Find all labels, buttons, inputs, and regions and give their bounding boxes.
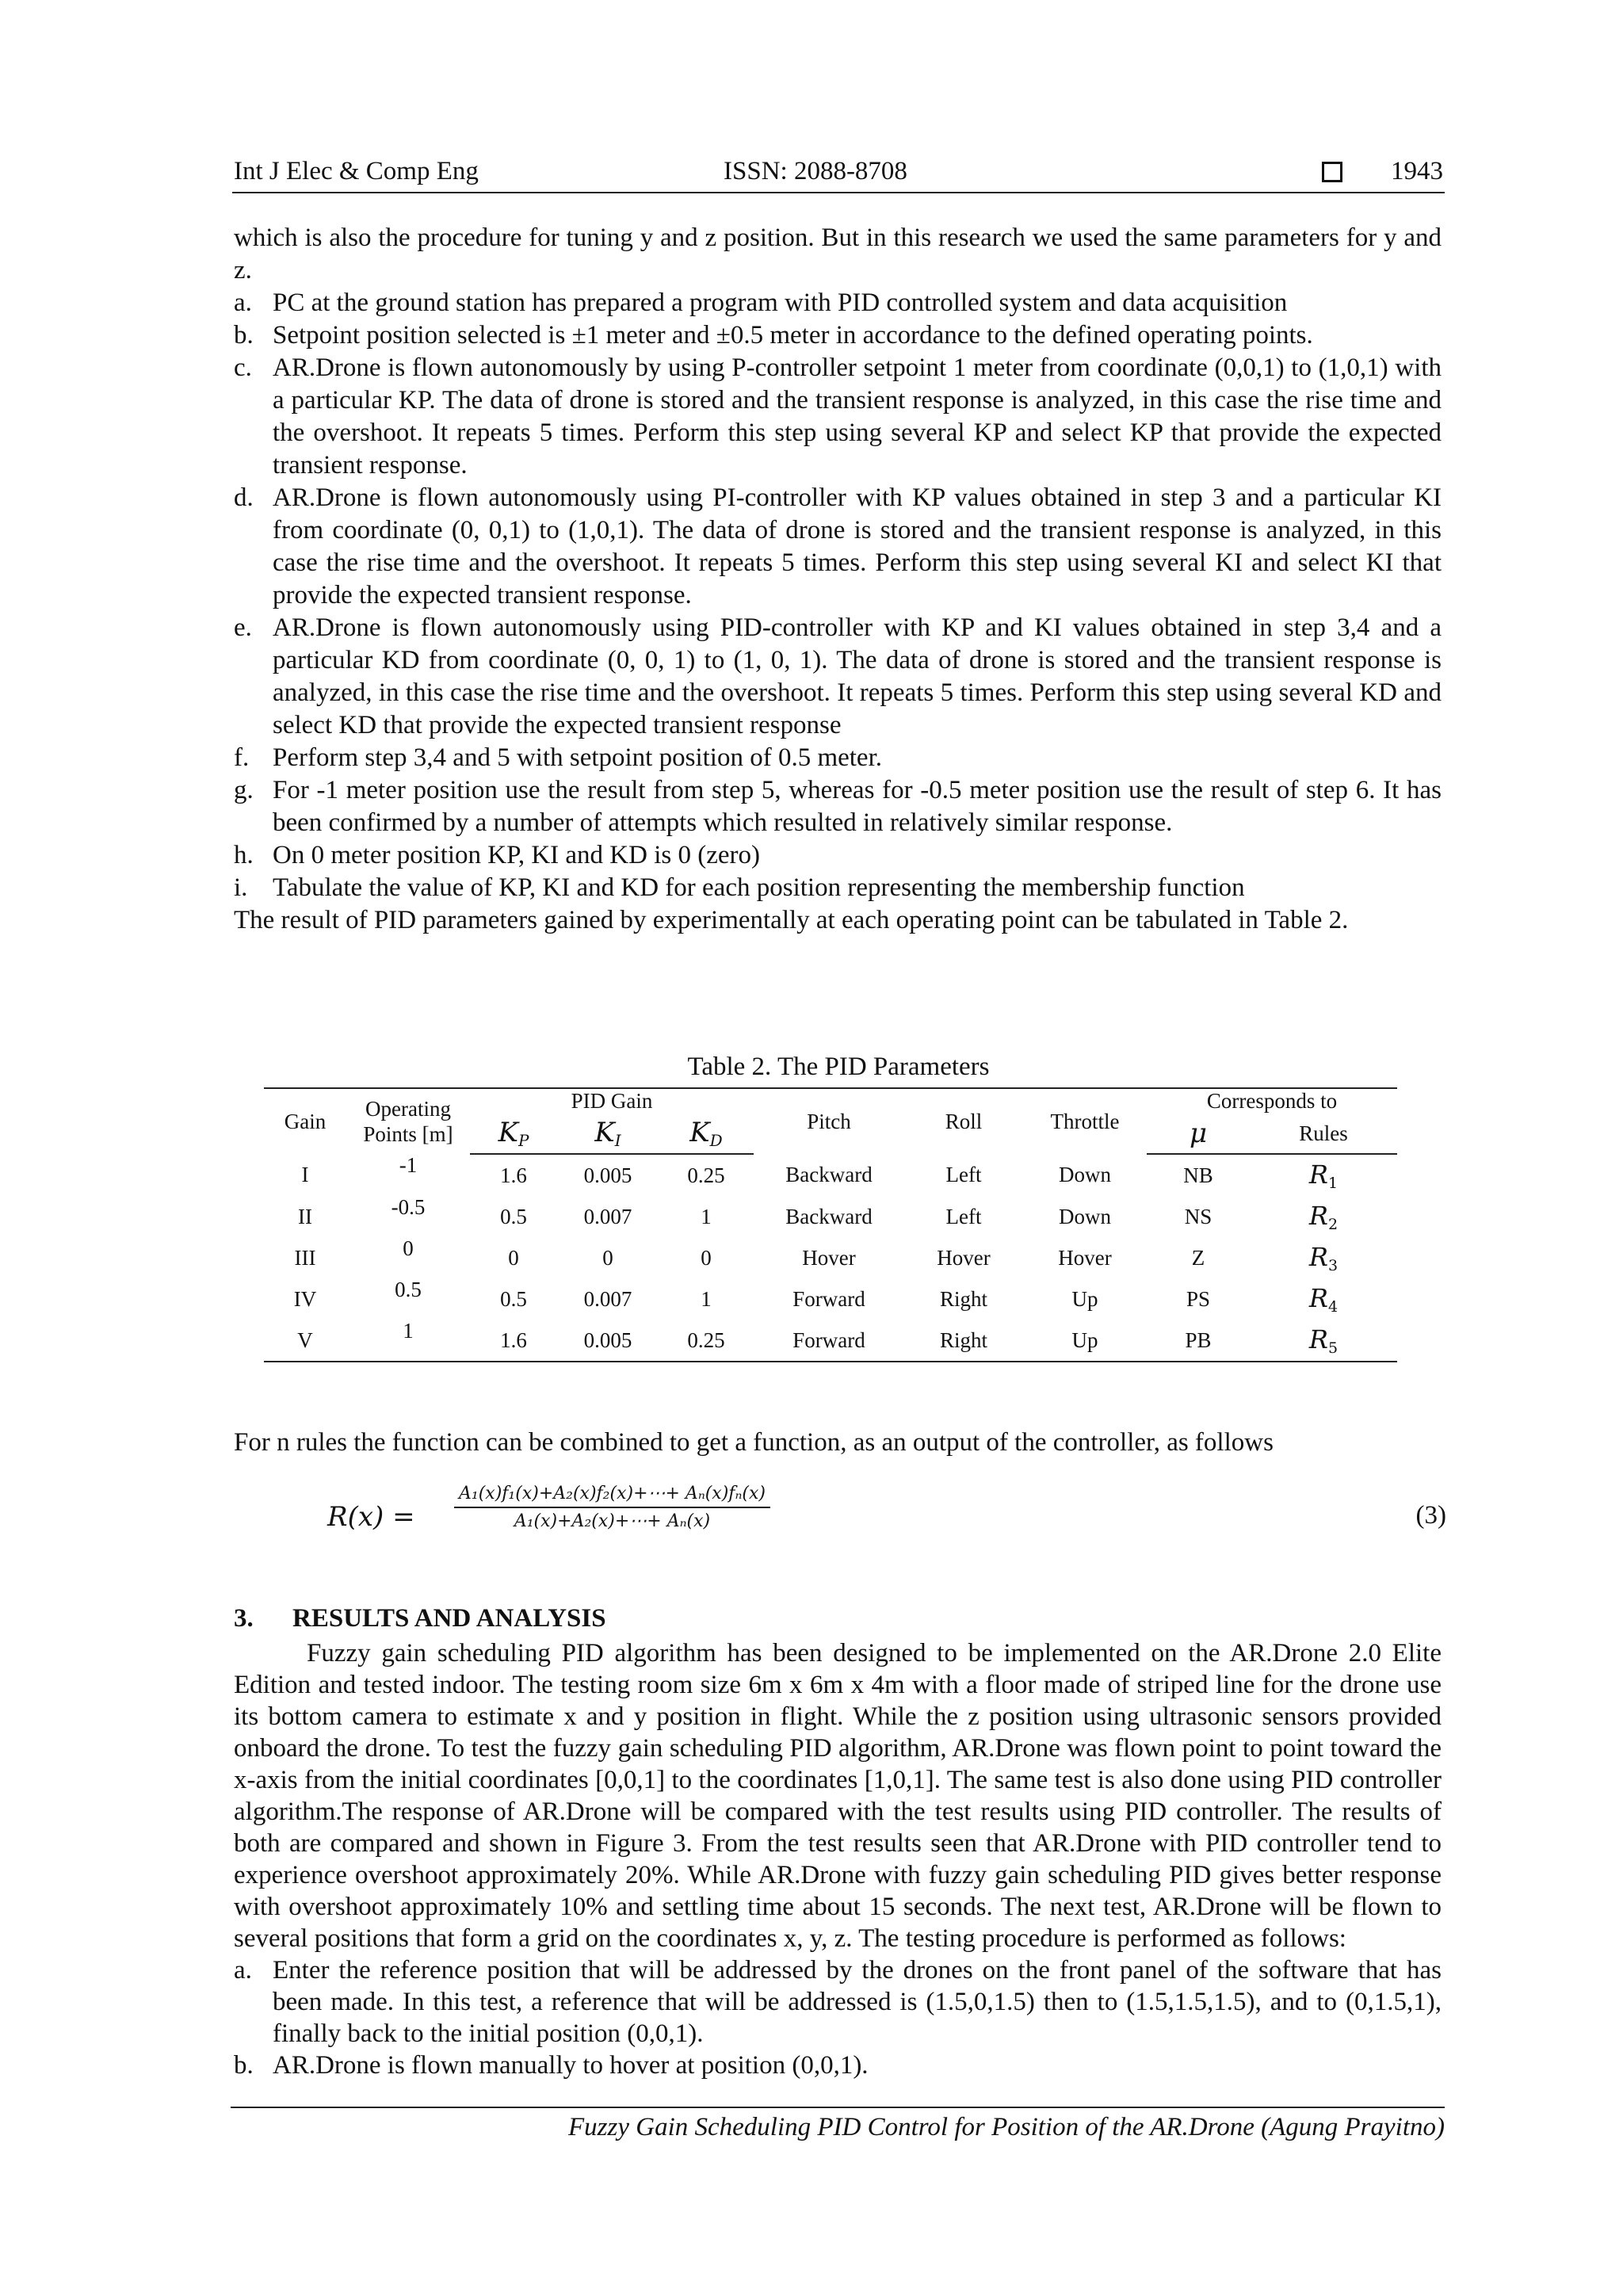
table-row: III 0 0 0 0 Hover Hover Hover Z R3: [294, 1236, 1338, 1274]
equation-fraction: [454, 1484, 770, 1531]
table-caption: Table 2. The PID Parameters: [687, 1052, 990, 1081]
testing-steps: [234, 1954, 1442, 2081]
page-number: 1943: [1391, 157, 1443, 185]
header-pid-gain: PID Gain: [470, 1088, 754, 1114]
equation-lhs: R(x) =: [327, 1501, 415, 1533]
results-paragraph: Fuzzy gain scheduling PID algorithm has been designed to be implemented on the AR.Drone 2.0 Elite Edition and tested indoor. The testing room size 6m x 6m x 4m with a floor made of striped line for the drone use its bottom camera to estimate x and y position in flight. While the z position using ultrasonic sensors provided onboard the drone. To test the fuzzy gain scheduling PID algorithm, AR.Drone was flown point to point toward the x-axis from the initial coordinates [0,0,1] to the coordinates [1,0,1]. The same test is also done using PID controller algorithm.The response of AR.Drone will be compared with the test results using PID controller. The results of both are compared and shown in Figure 3. From the test results seen that AR.Drone with PID controller tend to experience overshoot approximately 20%. While AR.Drone with fuzzy gain scheduling PID gives better response with overshoot approximately 10% and settling time about 15 seconds. The next test, AR.Drone will be flown to several positions that form a grid on the coordinates x, y, z. The testing procedure is performed as follows:: [234, 1639, 1442, 1953]
header-roll: Roll: [904, 1088, 1023, 1154]
list-item: i. Tabulate the value of KP, KI and KD for each position representing the membership function: [234, 873, 1245, 902]
list-item: c. AR.Drone is flown autonomously by using P-controller setpoint 1 meter from coordinate (0,0,1) to (1,0,1) with a particular KP. The data of drone is stored and the transient response is analyzed, in this case the rise time and the overshoot. It repeats 5 times. Perform this step using several KP and select KP that provide the expected transient response.: [234, 353, 1442, 479]
pid-parameters-table: [264, 1087, 1397, 1362]
table-row: IV 0.5 0.5 0.007 1 Forward Right Up PS R4: [293, 1277, 1338, 1316]
list-item: b. Setpoint position selected is ±1 meter and ±0.5 meter in accordance to the defined operating points.: [234, 321, 1313, 350]
equation-numerator: A₁(x)f₁(x)+A₂(x)f₂(x)+⋯+ Aₙ(x)fₙ(x): [454, 1484, 770, 1508]
footer-title: Fuzzy Gain Scheduling PID Control for Position of the AR.Drone (Agung Prayitno): [568, 2113, 1445, 2141]
section-heading: 3. RESULTS AND ANALYSIS: [234, 1604, 606, 1633]
procedure-text: [234, 222, 1442, 937]
intro-line: which is also the procedure for tuning y and z position. But in this research we used the same parameters for y and z.: [234, 223, 1442, 285]
list-item: g. For -1 meter position use the result from step 5, whereas for -0.5 meter position use the result of step 6. It has been confirmed by a number of attempts which resulted in relatively similar response.: [234, 776, 1442, 837]
square-bullet-icon: [1322, 162, 1342, 182]
list-item: a. PC at the ground station has prepared a program with PID controlled system and data acquisition: [234, 288, 1288, 317]
table-row: II -0.5 0.5 0.007 1 Backward Left Down NS R2: [298, 1194, 1338, 1233]
list-item: b. AR.Drone is flown manually to hover at position (0,0,1).: [234, 2051, 869, 2080]
list-item: e. AR.Drone is flown autonomously using PID-controller with KP and KI values obtained in step 3,4 and a particular KD from coordinate (0, 0, 1) to (1, 0, 1). The data of drone is stored and the transient response is analyzed, in this case the rise time and the overshoot. It repeats 5 times. Perform this step using several KD and select KD that provide the expected transient response: [234, 613, 1442, 739]
header-ki: KI: [557, 1114, 659, 1154]
equation-number: (3): [1415, 1501, 1446, 1530]
header-kp: KP: [470, 1114, 557, 1154]
issn: ISSN: 2088-8708: [724, 157, 907, 185]
journal-name: Int J Elec & Comp Eng: [234, 157, 479, 185]
header-corresponds-to: Corresponds to: [1147, 1088, 1397, 1114]
header-mu: μ: [1147, 1114, 1250, 1154]
table-row: I -1 1.6 0.005 0.25 Backward Left Down NB R1: [301, 1153, 1338, 1192]
header-rules: Rules: [1250, 1114, 1397, 1154]
header-pitch: Pitch: [754, 1088, 904, 1154]
table-intro: The result of PID parameters gained by experimentally at each operating point can be tabulated in Table 2.: [234, 906, 1349, 934]
list-item: d. AR.Drone is flown autonomously using PI-controller with KP values obtained in step 3 and a particular KI from coordinate (0, 0,1) to (1,0,1). The data of drone is stored and the transient response is analyzed, in this case the rise time and the overshoot. It repeats 5 times. Perform this step using several KI and select KI that provide the expected transient response.: [234, 483, 1442, 609]
header-operating-points: Operating Points [m]: [346, 1088, 470, 1154]
equation-denominator: A₁(x)+A₂(x)+⋯+ Aₙ(x): [514, 1511, 711, 1531]
equation-intro: For n rules the function can be combined to get a function, as an output of the controller, as follows: [234, 1428, 1274, 1457]
header-throttle: Throttle: [1023, 1088, 1147, 1154]
table-row: V 1 1.6 0.005 0.25 Forward Right Up PB R5: [264, 1320, 1397, 1362]
header-kd: KD: [659, 1114, 754, 1154]
equation-3: [327, 1484, 1445, 1547]
list-item: h. On 0 meter position KP, KI and KD is 0 (zero): [234, 841, 760, 869]
list-item: f. Perform step 3,4 and 5 with setpoint position of 0.5 meter.: [234, 743, 882, 772]
list-item: a. Enter the reference position that will be addressed by the drones on the front panel of the software that has been made. In this test, a reference that will be addressed is (1.5,0,1.5) then to (1.5,1.5,1.5), and to (0,1.5,1), finally back to the initial position (0,0,1).: [234, 1956, 1442, 2048]
results-text: [234, 1637, 1442, 2081]
page-footer: [231, 2107, 1445, 2141]
procedure-steps: [234, 287, 1442, 904]
page-header: [232, 157, 1445, 193]
header-gain: Gain: [264, 1088, 346, 1154]
